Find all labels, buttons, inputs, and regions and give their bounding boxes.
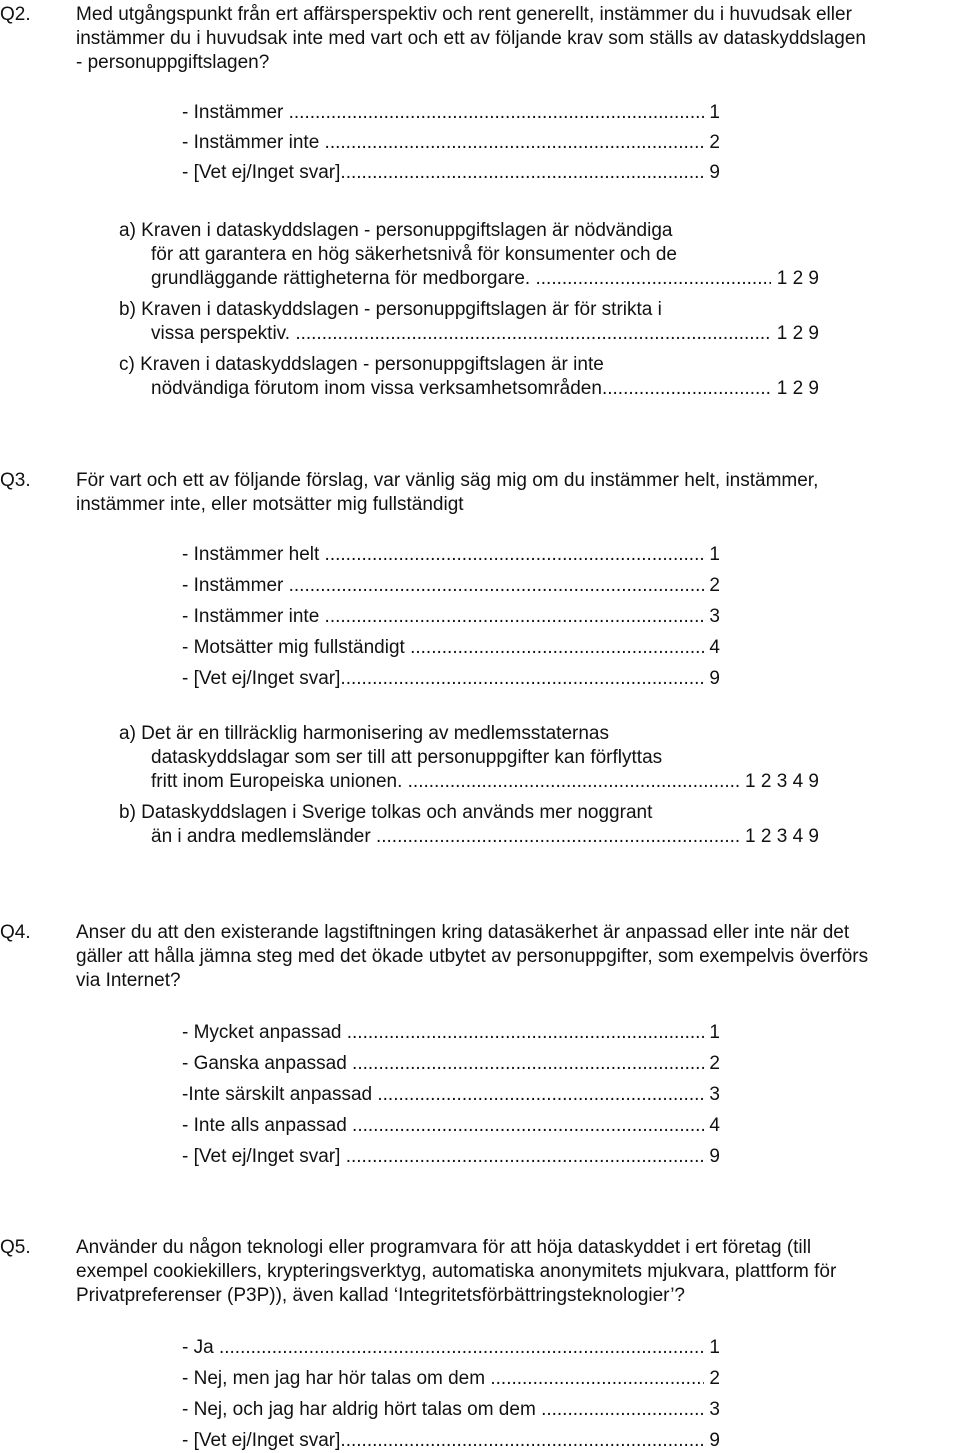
q3-item-a-line-1: a) Det är en tillräcklig harmonisering av medlemsstaternas — [119, 723, 609, 744]
q4-option-5: - [Vet ej/Inget svar] ..... 9 — [182, 1145, 720, 1169]
q2-question-line-3: - personuppgiftslagen? — [76, 52, 270, 73]
q3-item-a-line-3: fritt inom Europeiska unionen. ..... 1 2 3 4 9 — [151, 770, 819, 794]
q2-item-a-line-2: för att garantera en hög säkerhetsnivå för konsumenter och de — [151, 244, 677, 265]
q3-question-line-1: För vart och ett av följande förslag, var vänlig säg mig om du instämmer helt, instämmer, — [76, 470, 819, 491]
q4-question-line-1: Anser du att den existerande lagstiftningen kring datasäkerhet är anpassad eller inte när det — [76, 922, 850, 943]
q5-option-3: - Nej, och jag har aldrig hört talas om dem ..... 3 — [182, 1398, 720, 1422]
q3-option-2: - Instämmer ..... 2 — [182, 574, 720, 598]
q4-question-line-2: gäller att hålla jämna steg med det ökade utbytet av personuppgifter, som exempelvis överförs — [76, 946, 869, 967]
q2-option-1: - Instämmer ..... 1 — [182, 101, 720, 125]
q4-question-line-3: via Internet? — [76, 970, 181, 991]
q2-question-line-2: instämmer du i huvudsak inte med vart och ett av följande krav som ställs av dataskyddslagen — [76, 28, 866, 49]
q2-question-line-1: Med utgångspunkt från ert affärsperspektiv och rent generellt, instämmer du i huvudsak eller — [76, 4, 852, 25]
q5-question-line-3: Privatpreferenser (P3P)), även kallad ‘Integritetsförbättringsteknologier’? — [76, 1285, 686, 1306]
q5-option-1: - Ja ..... 1 — [182, 1336, 720, 1360]
q4-option-2: - Ganska anpassad ..... 2 — [182, 1052, 720, 1076]
q3-question-line-2: instämmer inte, eller motsätter mig fullständigt — [76, 494, 464, 515]
q3-option-3: - Instämmer inte ..... 3 — [182, 605, 720, 629]
q2-item-c-line-1: c) Kraven i dataskyddslagen - personuppgiftslagen är inte — [119, 354, 604, 375]
q3-item-b-line-1: b) Dataskyddslagen i Sverige tolkas och används mer noggrant — [119, 802, 653, 823]
q5-question-line-2: exempel cookiekillers, krypteringsverktyg, automatiska anonymitets mjukvara, plattform för — [76, 1261, 837, 1282]
q5-option-4: - [Vet ej/Inget svar] ..... 9 — [182, 1429, 720, 1453]
q3-option-1: - Instämmer helt ..... 1 — [182, 543, 720, 567]
q4-option-3: -Inte särskilt anpassad ..... 3 — [182, 1083, 720, 1107]
q2-item-c-line-2: nödvändiga förutom inom vissa verksamhetsområden ..... 1 2 9 — [151, 377, 819, 401]
q2-option-2: - Instämmer inte ..... 2 — [182, 131, 720, 155]
q3-number: Q3. — [0, 470, 31, 491]
q3-item-b-line-2: än i andra medlemsländer ..... 1 2 3 4 9 — [151, 825, 819, 849]
q4-number: Q4. — [0, 922, 31, 943]
q3-option-4: - Motsätter mig fullständigt ..... 4 — [182, 636, 720, 660]
q2-item-b-line-1: b) Kraven i dataskyddslagen - personuppgiftslagen är för strikta i — [119, 299, 662, 320]
q2-item-a-line-1: a) Kraven i dataskyddslagen - personuppgiftslagen är nödvändiga — [119, 220, 673, 241]
q2-item-a-line-3: grundläggande rättigheterna för medborgare. ..... 1 2 9 — [151, 267, 819, 291]
q5-number: Q5. — [0, 1237, 31, 1258]
q4-option-1: - Mycket anpassad ..... 1 — [182, 1021, 720, 1045]
q4-option-4: - Inte alls anpassad ..... 4 — [182, 1114, 720, 1138]
q5-option-2: - Nej, men jag har hör talas om dem ..... 2 — [182, 1367, 720, 1391]
q2-option-3: - [Vet ej/Inget svar] ..... 9 — [182, 161, 720, 185]
q3-item-a-line-2: dataskyddslagar som ser till att personuppgifter kan förflyttas — [151, 747, 663, 768]
q2-item-b-line-2: vissa perspektiv. ..... 1 2 9 — [151, 322, 819, 346]
q2-number: Q2. — [0, 4, 31, 25]
q3-option-5: - [Vet ej/Inget svar] ..... 9 — [182, 667, 720, 691]
q5-question-line-1: Använder du någon teknologi eller programvara för att höja dataskyddet i ert företag (till — [76, 1237, 812, 1258]
